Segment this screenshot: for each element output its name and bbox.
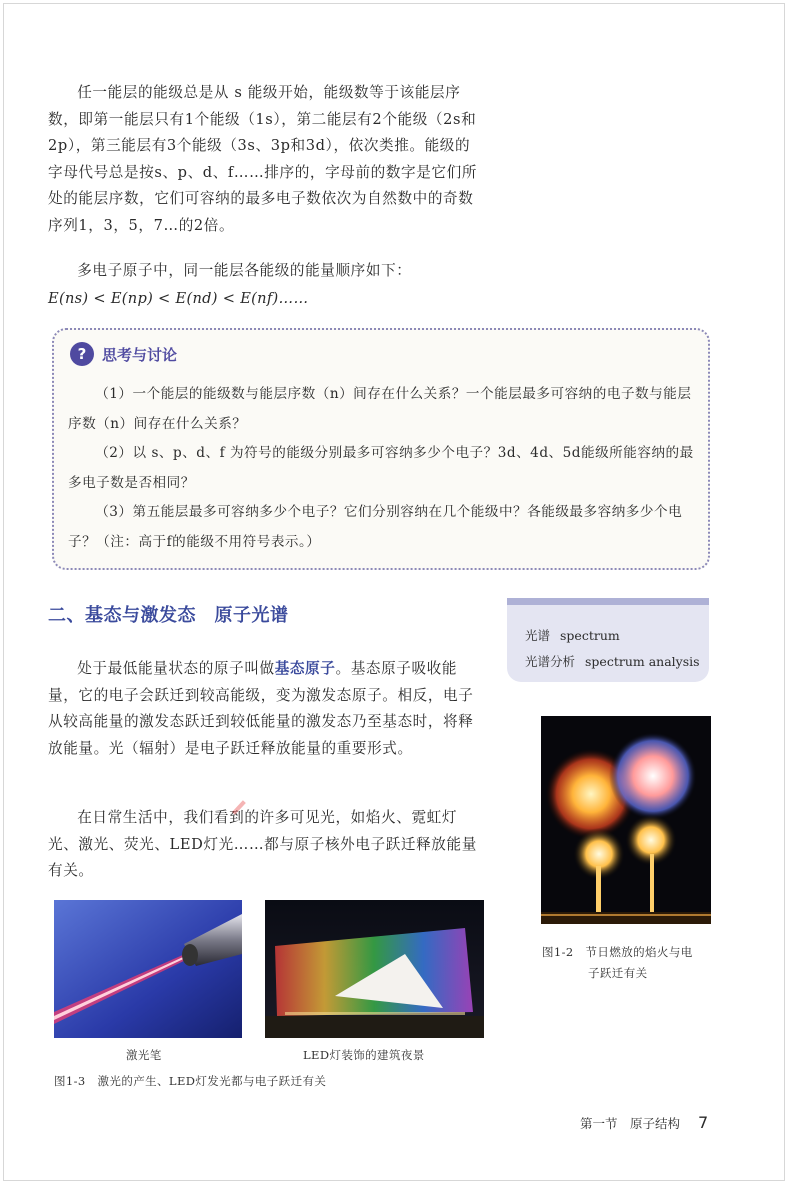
- page-number: 7: [698, 1113, 709, 1132]
- question-icon: ?: [70, 342, 94, 366]
- think-discuss-header: [70, 342, 177, 366]
- glossary-en: spectrum: [560, 628, 620, 643]
- glossary-sidebar: [507, 598, 709, 682]
- laser-pen-caption: 激光笔: [126, 1048, 162, 1062]
- fig13-caption: 图1-3 激光的产生、LED灯发光都与电子跃迁有关: [54, 1074, 327, 1088]
- paragraph-energy-levels: 任一能层的能级总是从 s 能级开始，能级数等于该能层序数，即第一能层只有1个能级（1s），第二能层有2个能级（2s和2p），第三能层有3个能级（3s、3p和3d），依次类推。能级的字母代号总是按s、p、d、f……排序的，字母前的数字是它们所处的能层序数，它们可容纳的最多电子数依次为自然数中的奇数序列1，3，5，7…的2倍。: [48, 84, 478, 234]
- glossary-entry: [525, 623, 709, 649]
- term-ground-state-atom: 基态原子: [274, 660, 336, 677]
- paragraph-ground-excited: 处于最低能量状态的原子叫做基态原子。基态原子吸收能量，它的电子会跃迁到较高能级，变为激发态原子。相反，电子从较高能量的激发态跃迁到较低能量的激发态乃至基态时，将释放能量。光（辐射）是电子跃迁释放能量的重要形式。: [48, 660, 474, 757]
- led-building-photo: [265, 900, 484, 1038]
- think-discuss-questions: [68, 380, 696, 557]
- energy-order-formula: E(ns) < E(np) < E(nd) < E(nf)……: [48, 290, 309, 307]
- laser-pen-photo: [54, 900, 242, 1038]
- section-title: 二、基态与激发态 原子光谱: [48, 605, 289, 626]
- fig12-caption-line2: 子跃迁有关: [588, 966, 648, 980]
- fireworks-photo: [541, 716, 711, 924]
- think-discuss-title: 思考与讨论: [102, 345, 178, 364]
- glossary-zh: 光谱分析: [525, 654, 576, 669]
- question-3: （3）第五能层最多可容纳多少个电子？它们分别容纳在几个能级中？各能级最多容纳多少个电子？（注：高于f的能级不用符号表示。）: [68, 504, 683, 550]
- question-1: （1）一个能层的能级数与能层序数（n）间存在什么关系？一个能层最多可容纳的电子数与能层序数（n）间存在什么关系？: [68, 386, 692, 432]
- glossary-en: spectrum analysis: [585, 654, 700, 669]
- led-building-caption: LED灯装饰的建筑夜景: [303, 1048, 425, 1062]
- think-discuss-box: [52, 328, 710, 570]
- fig12-caption-line1: 图1-2 节日燃放的焰火与电: [542, 945, 693, 959]
- glossary-zh: 光谱: [525, 628, 551, 643]
- page-footer: [580, 1113, 708, 1132]
- question-2: （2）以 s、p、d、f 为符号的能级分别最多可容纳多少个电子？3d、4d、5d能级所能容纳的最多电子数是否相同？: [68, 445, 694, 491]
- footer-section: 第一节 原子结构: [580, 1116, 681, 1131]
- glossary-entry: [525, 649, 709, 675]
- paragraph-energy-order: 多电子原子中，同一能层各能级的能量顺序如下：: [77, 262, 412, 279]
- paragraph-visible-light: 在日常生活中，我们看到的许多可见光，如焰火、霓虹灯光、激光、荧光、LED灯光……都与原子核外电子跃迁释放能量有关。: [48, 809, 477, 879]
